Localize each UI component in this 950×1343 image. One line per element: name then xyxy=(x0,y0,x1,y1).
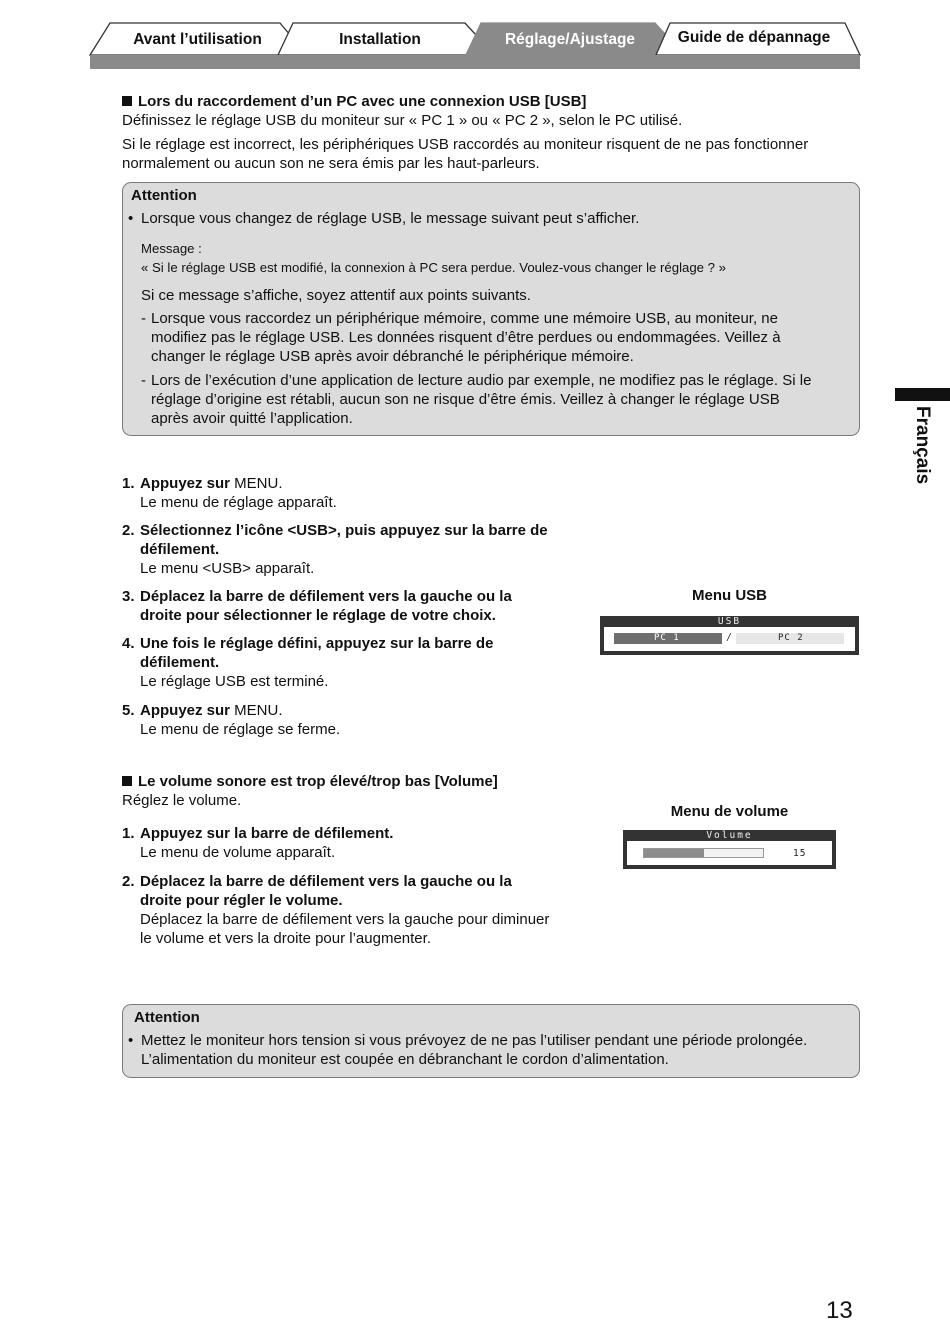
bullet-icon: • xyxy=(128,210,134,227)
volume-osd-menu xyxy=(623,830,836,869)
usb-step2-line1: Sélectionnez l’icône <USB>, puis appuyez sur la barre de xyxy=(140,522,548,539)
usb-intro: Définissez le réglage USB du moniteur sur « PC 1 » ou « PC 2 », selon le PC utilisé. xyxy=(122,112,683,129)
step-number: 3. xyxy=(122,588,135,605)
attention2-line1: Mettez le moniteur hors tension si vous prévoyez de ne pas l’utiliser pendant une période prolongée. xyxy=(141,1032,808,1049)
step-menu-key: MENU. xyxy=(230,475,283,492)
message-label: Message : xyxy=(141,241,202,256)
dash1-line1: Lorsque vous raccordez un périphérique mémoire, comme une mémoire USB, au moniteur, ne xyxy=(151,310,778,327)
language-marker-bar xyxy=(895,388,950,401)
volume-osd-title: Volume xyxy=(706,830,753,841)
language-label: Français xyxy=(912,406,933,485)
volume-step2-line2: droite pour régler le volume. xyxy=(140,892,343,909)
usb-heading-text: Lors du raccordement d’un PC avec une connexion USB [USB] xyxy=(138,93,587,110)
volume-slider-fill xyxy=(644,849,704,857)
usb-step1-result: Le menu de réglage apparaît. xyxy=(140,494,337,511)
usb-option-pc2[interactable]: PC 2 xyxy=(736,633,844,644)
attention-title: Attention xyxy=(134,1009,200,1026)
step-bold: Appuyez sur xyxy=(140,702,231,719)
bullet-icon: • xyxy=(128,1032,134,1049)
step-menu-key: MENU. xyxy=(230,702,283,719)
volume-step2-detail2: le volume et vers la droite pour l’augmenter. xyxy=(140,930,431,947)
step-number: 2. xyxy=(122,873,135,890)
volume-step1-result: Le menu de volume apparaît. xyxy=(140,844,336,861)
usb-section-heading xyxy=(122,92,586,111)
attention-bullet-text: Lorsque vous changez de réglage USB, le message suivant peut s’afficher. xyxy=(141,210,640,227)
dash1-line3: changer le réglage USB après avoir débranché le périphérique mémoire. xyxy=(151,348,634,365)
usb-step3-line1: Déplacez la barre de défilement vers la gauche ou la xyxy=(140,588,512,605)
attention2-line2: L’alimentation du moniteur est coupée en débranchant le cordon d’alimentation. xyxy=(141,1051,669,1068)
usb-step5-result: Le menu de réglage se ferme. xyxy=(140,721,341,738)
usb-option-pc1[interactable]: PC 1 xyxy=(614,633,722,644)
volume-value: 15 xyxy=(793,848,807,859)
attention-note: Si ce message s’affiche, soyez attentif aux points suivants. xyxy=(141,287,531,304)
step-number: 5. xyxy=(122,702,135,719)
volume-slider-track[interactable] xyxy=(643,848,764,858)
usb-step4-line1: Une fois le réglage défini, appuyez sur la barre de xyxy=(140,635,494,652)
page-number: 13 xyxy=(826,1297,853,1324)
square-bullet-icon xyxy=(122,776,132,786)
volume-step2-detail1: Déplacez la barre de défilement vers la gauche pour diminuer xyxy=(140,911,550,928)
volume-section-heading xyxy=(122,772,498,791)
dash1-line2: modifiez pas le réglage USB. Les données risquent d’être perdues ou endommagées. Veillez à xyxy=(151,329,781,346)
usb-step5 xyxy=(140,701,283,720)
volume-heading-text: Le volume sonore est trop élevé/trop bas [Volume] xyxy=(138,773,498,790)
square-bullet-icon xyxy=(122,96,132,106)
step-number: 1. xyxy=(122,475,135,492)
dash2-line1: Lors de l’exécution d’une application de lecture audio par exemple, ne modifiez pas le réglage. Si le xyxy=(151,372,812,389)
usb-step2-line2: défilement. xyxy=(140,541,220,558)
volume-intro: Réglez le volume. xyxy=(122,792,242,809)
usb-osd-menu xyxy=(600,616,859,655)
tab-installation[interactable]: Installation xyxy=(339,31,421,48)
dash-icon: - xyxy=(141,310,146,327)
tab-bar-underline xyxy=(90,55,860,69)
volume-step2-line1: Déplacez la barre de défilement vers la gauche ou la xyxy=(140,873,512,890)
usb-warning-line1: Si le réglage est incorrect, les périphériques USB raccordés au moniteur risquent de ne pas fonctionner xyxy=(122,136,809,153)
usb-step3-line2: droite pour sélectionner le réglage de votre choix. xyxy=(140,607,496,624)
step-number: 1. xyxy=(122,825,135,842)
dash2-line2: réglage d’origine est rétabli, aucun son ne risque d’être émis. Veillez à changer le réglage USB xyxy=(151,391,780,408)
usb-option-separator: / xyxy=(726,632,733,643)
usb-step2-result: Le menu <USB> apparaît. xyxy=(140,560,315,577)
attention-title: Attention xyxy=(131,187,197,204)
volume-step1: Appuyez sur la barre de défilement. xyxy=(140,825,394,842)
step-bold: Appuyez sur xyxy=(140,475,231,492)
step-number: 4. xyxy=(122,635,135,652)
usb-osd-title: USB xyxy=(717,616,742,627)
step-number: 2. xyxy=(122,522,135,539)
tab-guide-depannage[interactable]: Guide de dépannage xyxy=(677,29,831,46)
usb-menu-caption: Menu USB xyxy=(692,587,767,604)
usb-step1 xyxy=(140,474,283,493)
tab-reglage-ajustage[interactable]: Réglage/Ajustage xyxy=(504,31,636,48)
usb-step4-result: Le réglage USB est terminé. xyxy=(140,673,329,690)
usb-step4-line2: défilement. xyxy=(140,654,220,671)
dash2-line3: après avoir quitté l’application. xyxy=(151,410,353,427)
usb-warning-line2: normalement ou aucun son ne sera émis par les haut-parleurs. xyxy=(122,155,540,172)
volume-menu-caption: Menu de volume xyxy=(670,803,789,820)
message-text: « Si le réglage USB est modifié, la connexion à PC sera perdue. Voulez-vous changer le réglage ? » xyxy=(141,260,726,275)
dash-icon: - xyxy=(141,372,146,389)
tab-avant-utilisation[interactable]: Avant l’utilisation xyxy=(133,31,262,48)
